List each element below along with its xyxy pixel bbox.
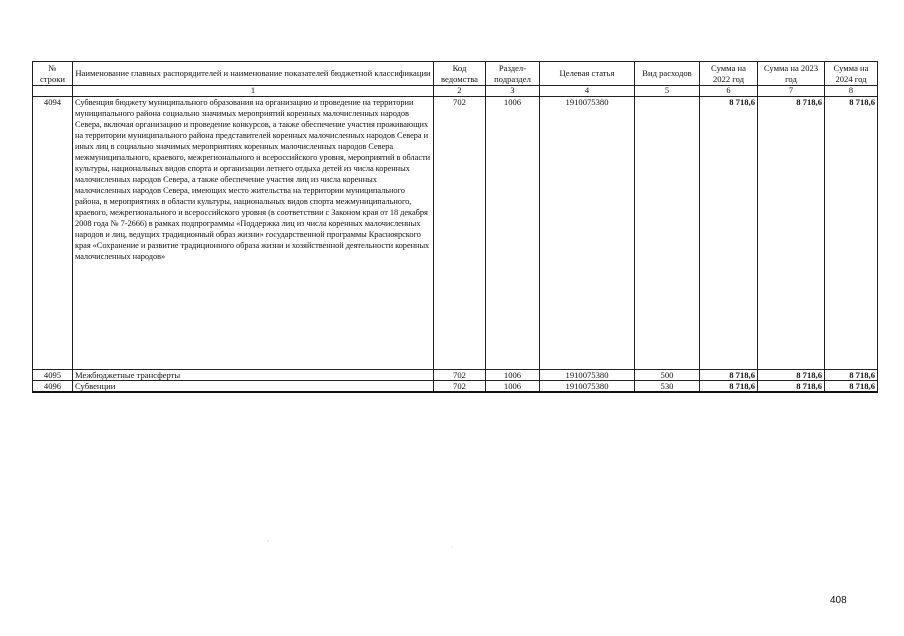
column-number: 2 (434, 86, 486, 97)
column-number: 3 (486, 86, 540, 97)
row-sum-2023: 8 718,6 (758, 97, 825, 370)
row-expense-type: 500 (635, 370, 700, 381)
header-expense-type: Вид расходов (635, 62, 700, 86)
budget-table (32, 61, 878, 393)
column-number: 4 (540, 86, 635, 97)
column-number-row (33, 86, 878, 97)
row-section: 1006 (486, 97, 540, 370)
column-number: 6 (700, 86, 758, 97)
column-number: 7 (758, 86, 825, 97)
table-row (33, 97, 878, 370)
header-sum-2022: Сумма на 2022 год (700, 62, 758, 86)
column-number: 1 (73, 86, 434, 97)
row-dept-code: 702 (434, 97, 486, 370)
row-expense-type: 530 (635, 381, 700, 393)
column-number (33, 86, 73, 97)
row-sum-2024: 8 718,6 (825, 97, 878, 370)
header-name: Наименование главных распорядителей и наименование показателей бюджетной классификации (73, 62, 434, 86)
header-row (33, 62, 878, 86)
row-target: 1910075380 (540, 381, 635, 393)
row-sum-2023: 8 718,6 (758, 381, 825, 393)
row-sum-2024: 8 718,6 (825, 370, 878, 381)
row-target: 1910075380 (540, 97, 635, 370)
row-expense-type (635, 97, 700, 370)
row-sum-2022: 8 718,6 (700, 381, 758, 393)
row-sum-2022: 8 718,6 (700, 370, 758, 381)
row-sum-2024: 8 718,6 (825, 381, 878, 393)
row-line-no: 4096 (33, 381, 73, 393)
row-dept-code: 702 (434, 370, 486, 381)
row-name: Субвенция бюджету муниципального образования на организацию и проведение на территории муниципального района социально значимых мероприятий коренных малочисленных народов Севера, включая организацию и проведение конкурсов, а также обеспечение участия проживающих на территории муниципального района представителей коренных малочисленных народов Севера и иных лиц в социально значимых мероприятиях коренных малочисленных народов Севера межмуниципального, краевого, межрегионального и всероссийского уровня, мероприятий в области культуры, национальных видов спорта и организации летнего отдыха детей из числа коренных малочисленных народов Севера, а также обеспечение участия лиц из числа коренных малочисленных народов Севера, имеющих место жительства на территории муниципального района, в мероприятиях в области культуры, национальных видов спорта межмуниципального, краевого, межрегионального и всероссийского уровня (в соответствии с Законом края от 18 декабря 2008 года № 7-2666) в рамках подпрограммы «Поддержка лиц из числа коренных малочисленных народов и лиц, ведущих традиционный образ жизни» государственной программы Красноярского края «Сохранение и развитие традиционного образа жизни и хозяйственной деятельности коренных малочисленных народов» (73, 97, 434, 370)
header-target: Целевая статья (540, 62, 635, 86)
table-row (33, 381, 878, 393)
row-dept-code: 702 (434, 381, 486, 393)
header-line-no: № строки (33, 62, 73, 86)
header-dept-code: Код ведомства (434, 62, 486, 86)
row-section: 1006 (486, 370, 540, 381)
budget-table-sheet (32, 61, 877, 393)
header-sum-2023: Сумма на 2023 год (758, 62, 825, 86)
header-sum-2024: Сумма на 2024 год (825, 62, 878, 86)
page-number: 408 (830, 595, 847, 606)
header-section: Раздел- подраздел (486, 62, 540, 86)
row-sum-2023: 8 718,6 (758, 370, 825, 381)
row-line-no: 4094 (33, 97, 73, 370)
column-number: 5 (635, 86, 700, 97)
row-line-no: 4095 (33, 370, 73, 381)
table-row (33, 370, 878, 381)
row-section: 1006 (486, 381, 540, 393)
row-sum-2022: 8 718,6 (700, 97, 758, 370)
row-name: Субвенции (73, 381, 434, 393)
row-name: Межбюджетные трансферты (73, 370, 434, 381)
column-number: 8 (825, 86, 878, 97)
row-target: 1910075380 (540, 370, 635, 381)
